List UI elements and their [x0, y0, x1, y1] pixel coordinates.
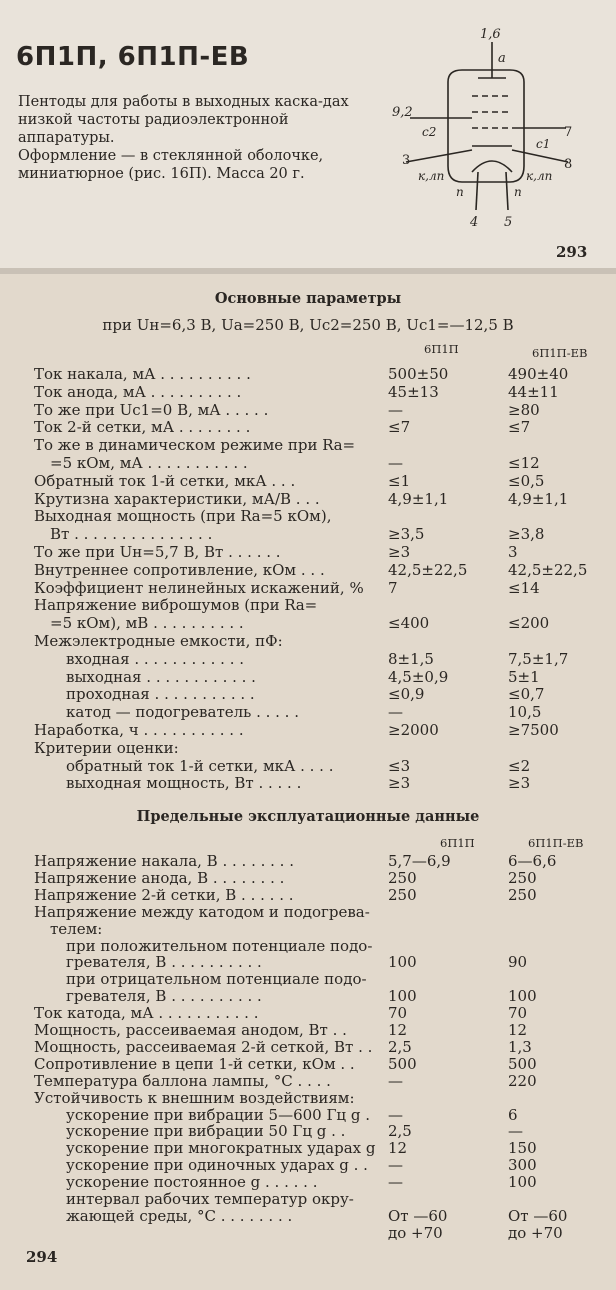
pin-label-bottom-left: 4: [470, 215, 479, 230]
row-label: Напряжение между катодом и подогрева-: [34, 902, 370, 921]
table-row: [0, 1021, 616, 1039]
table-row: [0, 543, 616, 561]
g2-label: c2: [422, 125, 437, 139]
row-value-6p1p: —: [388, 454, 403, 472]
row-label: Выходная мощность (при Rа=5 кОм),: [34, 507, 332, 526]
row-label: ускорение постоянное g . . . . . .: [66, 1173, 318, 1192]
row-label: Ток 2-й сетки, мА . . . . . . . .: [34, 418, 251, 437]
row-value-6p1p-ev: ≥3,8: [508, 525, 545, 544]
row-value-6p1p-ev: ≥7500: [508, 721, 559, 739]
row-value-6p1p: —: [388, 1105, 403, 1124]
table-row: [0, 739, 616, 757]
row-value-6p1p: ≤0,9: [388, 685, 425, 704]
row-label: Крутизна характеристики, мА/В . . .: [34, 489, 320, 508]
table-row: [0, 632, 616, 650]
row-label: =5 кОм, мА . . . . . . . . . . .: [50, 454, 248, 472]
page-number-bottom: 294: [26, 1248, 58, 1266]
row-label: Ток накала, мА . . . . . . . . . .: [34, 365, 251, 383]
row-value-6p1p: ≥2000: [388, 721, 439, 739]
row-value-6p1p: 45±13: [388, 382, 439, 401]
row-value-6p1p: ≥3,5: [388, 525, 425, 544]
row-label: Критерии оценки:: [34, 738, 179, 757]
row-value-6p1p: 2,5: [388, 1037, 412, 1056]
row-label: при положительном потенциале подо-: [66, 936, 373, 955]
row-value-6p1p-ev: 490±40: [508, 365, 569, 383]
row-value-6p1p-ev: ≤12: [508, 454, 540, 472]
table-row: [0, 454, 616, 472]
row-value-6p1p-ev: 6—6,6: [508, 852, 557, 870]
limits-col-header-2: 6П1П-ЕВ: [528, 836, 584, 850]
limits-col-header-1: 6П1П: [440, 836, 475, 850]
row-value-6p1p-ev: 10,5: [508, 703, 542, 722]
row-value-6p1p: 12: [388, 1139, 408, 1158]
table-row: [0, 525, 616, 543]
row-label: Ток катода, мА . . . . . . . . . . .: [34, 1004, 259, 1023]
table-row: [0, 886, 616, 904]
row-value-6p1p-ev: 6: [508, 1105, 518, 1124]
row-label: Напряжение накала, В . . . . . . . .: [34, 852, 294, 870]
row-value-6p1p-ev: 44±11: [508, 382, 559, 401]
row-value-6p1p-ev: 1,3: [508, 1037, 532, 1056]
table-row: [0, 721, 616, 739]
row-label: интервал рабочих температур окру-: [66, 1190, 354, 1208]
tube-pinout-diagram: [376, 20, 596, 242]
row-value-6p1p: 5,7—6,9: [388, 852, 451, 870]
table-row: [0, 703, 616, 721]
table-row: [0, 970, 616, 988]
row-value-6p1p-ev: ≤7: [508, 418, 531, 437]
row-label: =5 кОм), мВ . . . . . . . . . .: [50, 614, 244, 633]
row-value-6p1p-ev: 500: [508, 1054, 537, 1073]
heater-label-right: п: [514, 185, 522, 199]
tube-title: 6П1П, 6П1П-ЕВ: [16, 42, 250, 72]
row-value-6p1p: ≥3: [388, 774, 411, 793]
table-row: [0, 365, 616, 383]
row-value-6p1p: ≤1: [388, 471, 411, 490]
table-row: [0, 1055, 616, 1073]
main-params-conditions: при Uн=6,3 В, Uа=250 В, Uс2=250 В, Uс1=—12,5 В: [102, 316, 514, 334]
row-value-6p1p-ev: 150: [508, 1139, 537, 1158]
table-row: [0, 987, 616, 1005]
row-value-6p1p-ev: до +70: [508, 1223, 563, 1242]
row-value-6p1p: —: [388, 400, 403, 419]
row-value-6p1p: ≤7: [388, 418, 411, 437]
table-row: [0, 1038, 616, 1056]
row-label: телем:: [50, 919, 103, 938]
row-value-6p1p-ev: 90: [508, 953, 528, 972]
table-row: [0, 561, 616, 579]
row-value-6p1p: 8±1,5: [388, 649, 434, 668]
table-row: [0, 1207, 616, 1225]
row-value-6p1p-ev: 42,5±22,5: [508, 560, 588, 579]
row-label: Сопротивление в цепи 1-й сетки, кОм . .: [34, 1054, 355, 1073]
table-row: [0, 1224, 616, 1242]
table-row: [0, 490, 616, 508]
table-row: [0, 937, 616, 955]
design-text: Оформление — в стеклянной оболочке, миниатюрное (рис. 16П). Масса 20 г.: [18, 148, 324, 182]
heater-label-left: п: [456, 185, 464, 199]
row-label: Температура баллона лампы, °С . . . .: [34, 1071, 331, 1090]
table-row: [0, 1089, 616, 1107]
row-value-6p1p: 500: [388, 1054, 417, 1073]
row-value-6p1p: От —60: [388, 1206, 448, 1225]
row-label: выходная . . . . . . . . . . . .: [66, 667, 256, 686]
row-value-6p1p: 7: [388, 578, 398, 597]
row-value-6p1p: —: [388, 1071, 403, 1090]
pin-label-lower-left: 3: [402, 153, 411, 168]
row-value-6p1p: —: [388, 1156, 403, 1175]
table-row: [0, 579, 616, 597]
main-col-header-1: 6П1П: [424, 342, 459, 356]
row-value-6p1p-ev: ≤200: [508, 614, 550, 633]
row-value-6p1p-ev: ≥3: [508, 774, 531, 793]
table-row: [0, 869, 616, 887]
row-label: входная . . . . . . . . . . . .: [66, 649, 245, 668]
row-label: гревателя, В . . . . . . . . . .: [66, 987, 262, 1006]
table-row: [0, 757, 616, 775]
table-row: [0, 1173, 616, 1191]
table-row: [0, 685, 616, 703]
row-value-6p1p-ev: ≤0,5: [508, 471, 545, 490]
row-label: жающей среды, °С . . . . . . . .: [66, 1206, 293, 1225]
row-label: проходная . . . . . . . . . . .: [66, 685, 255, 704]
row-value-6p1p: 70: [388, 1004, 408, 1023]
table-row: [0, 953, 616, 971]
row-value-6p1p: ≤400: [388, 614, 430, 633]
row-label: Ток анода, мА . . . . . . . . . .: [34, 382, 242, 401]
row-value-6p1p-ev: 220: [508, 1071, 537, 1090]
row-value-6p1p: 12: [388, 1021, 408, 1039]
row-value-6p1p: 4,5±0,9: [388, 667, 449, 686]
table-row: [0, 903, 616, 921]
row-value-6p1p-ev: 100: [508, 987, 537, 1006]
row-label: при отрицательном потенциале подо-: [66, 970, 367, 989]
row-label: Мощность, рассеиваемая 2-й сеткой, Вт . .: [34, 1037, 373, 1056]
row-value-6p1p-ev: —: [508, 1122, 523, 1141]
row-value-6p1p: 250: [388, 885, 417, 904]
table-row: [0, 472, 616, 490]
table-row: [0, 436, 616, 454]
row-label: Межэлектродные емкости, пФ:: [34, 632, 283, 650]
row-label: Вт . . . . . . . . . . . . . . .: [50, 525, 213, 544]
table-row: [0, 401, 616, 419]
table-row: [0, 1106, 616, 1124]
row-value-6p1p: 250: [388, 868, 417, 887]
row-value-6p1p-ev: 300: [508, 1156, 537, 1175]
table-row: [0, 507, 616, 525]
row-value-6p1p-ev: 7,5±1,7: [508, 649, 569, 668]
table-row: [0, 418, 616, 436]
description-text: Пентоды для работы в выходных каска-дах низкой частоты радиоэлектронной аппаратуры.: [18, 94, 349, 146]
row-value-6p1p: 100: [388, 987, 417, 1006]
row-value-6p1p: 500±50: [388, 365, 449, 383]
row-value-6p1p-ev: 4,9±1,1: [508, 489, 569, 508]
main-col-header-2: 6П1П-ЕВ: [532, 346, 588, 360]
table-row: [0, 1156, 616, 1174]
row-label: Напряжение виброшумов (при Rа=: [34, 596, 318, 615]
table-row: [0, 596, 616, 614]
row-label: Устойчивость к внешним воздействиям:: [34, 1088, 355, 1107]
row-value-6p1p-ev: ≤0,7: [508, 685, 545, 704]
row-label: Напряжение анода, В . . . . . . . .: [34, 868, 285, 887]
pin-label-right: 7: [564, 125, 573, 140]
row-label: ускорение при вибрации 50 Гц g . .: [66, 1122, 346, 1141]
row-value-6p1p: —: [388, 703, 403, 722]
row-value-6p1p-ev: 250: [508, 885, 537, 904]
row-label: ускорение при многократных ударах g: [66, 1139, 376, 1158]
table-row: [0, 1072, 616, 1090]
table-row: [0, 1122, 616, 1140]
row-label: То же в динамическом режиме при Rа=: [34, 436, 356, 455]
row-value-6p1p: 42,5±22,5: [388, 560, 468, 579]
g1-label: c1: [536, 137, 551, 151]
description-block: [18, 93, 358, 183]
pin-label-left: 9,2: [392, 105, 413, 120]
table-row: [0, 1190, 616, 1208]
row-label: ускорение при одиночных ударах g . .: [66, 1156, 368, 1175]
table-row: [0, 614, 616, 632]
pin-label-lower-right: 8: [564, 157, 573, 172]
row-label: Наработка, ч . . . . . . . . . . .: [34, 721, 244, 739]
table-row: [0, 1004, 616, 1022]
row-value-6p1p-ev: 5±1: [508, 667, 540, 686]
row-label: Мощность, рассеиваемая анодом, Вт . .: [34, 1021, 347, 1039]
cathode-label-right: к,лп: [526, 169, 553, 183]
row-value-6p1p-ev: 250: [508, 868, 537, 887]
main-params-heading: Основные параметры: [214, 290, 402, 307]
row-value-6p1p-ev: 70: [508, 1004, 528, 1023]
table-row: [0, 383, 616, 401]
page-number-top: 293: [556, 243, 588, 261]
row-value-6p1p: ≤3: [388, 756, 411, 775]
row-label: гревателя, В . . . . . . . . . .: [66, 953, 262, 972]
limits-heading: Предельные эксплуатационные данные: [136, 808, 480, 825]
row-value-6p1p-ev: ≤2: [508, 756, 531, 775]
row-label: Обратный ток 1-й сетки, мкА . . .: [34, 471, 296, 490]
pin-label-top: 1,6: [480, 27, 501, 42]
row-label: То же при Uн=5,7 В, Вт . . . . . .: [34, 543, 281, 561]
row-value-6p1p: 4,9±1,1: [388, 489, 449, 508]
row-value-6p1p: 100: [388, 953, 417, 972]
row-value-6p1p-ev: ≤14: [508, 578, 540, 597]
row-label: Коэффициент нелинейных искажений, %: [34, 578, 364, 597]
table-row: [0, 668, 616, 686]
pin-label-bottom-right: 5: [504, 215, 513, 230]
anode-label: a: [498, 51, 506, 66]
row-label: ускорение при вибрации 5—600 Гц g .: [66, 1105, 370, 1124]
row-label: Внутреннее сопротивление, кОм . . .: [34, 560, 325, 579]
row-value-6p1p-ev: ≥80: [508, 400, 540, 419]
row-value-6p1p-ev: От —60: [508, 1206, 568, 1225]
row-value-6p1p: —: [388, 1173, 403, 1192]
row-label: Напряжение 2-й сетки, В . . . . . .: [34, 885, 294, 904]
table-row: [0, 920, 616, 938]
table-row: [0, 650, 616, 668]
table-row: [0, 774, 616, 792]
cathode-label-left: к,лп: [418, 169, 445, 183]
row-value-6p1p-ev: 3: [508, 543, 518, 561]
table-row: [0, 852, 616, 870]
row-value-6p1p: 2,5: [388, 1122, 412, 1141]
row-value-6p1p-ev: 100: [508, 1173, 537, 1192]
table-row: [0, 1139, 616, 1157]
row-label: То же при Uс1=0 В, мА . . . . .: [34, 400, 269, 419]
row-value-6p1p-ev: 12: [508, 1021, 528, 1039]
row-value-6p1p: до +70: [388, 1223, 443, 1242]
row-label: катод — подогреватель . . . . .: [66, 703, 299, 722]
row-label: обратный ток 1-й сетки, мкА . . . .: [66, 756, 334, 775]
row-value-6p1p: ≥3: [388, 543, 411, 561]
row-label: выходная мощность, Вт . . . . .: [66, 774, 302, 793]
